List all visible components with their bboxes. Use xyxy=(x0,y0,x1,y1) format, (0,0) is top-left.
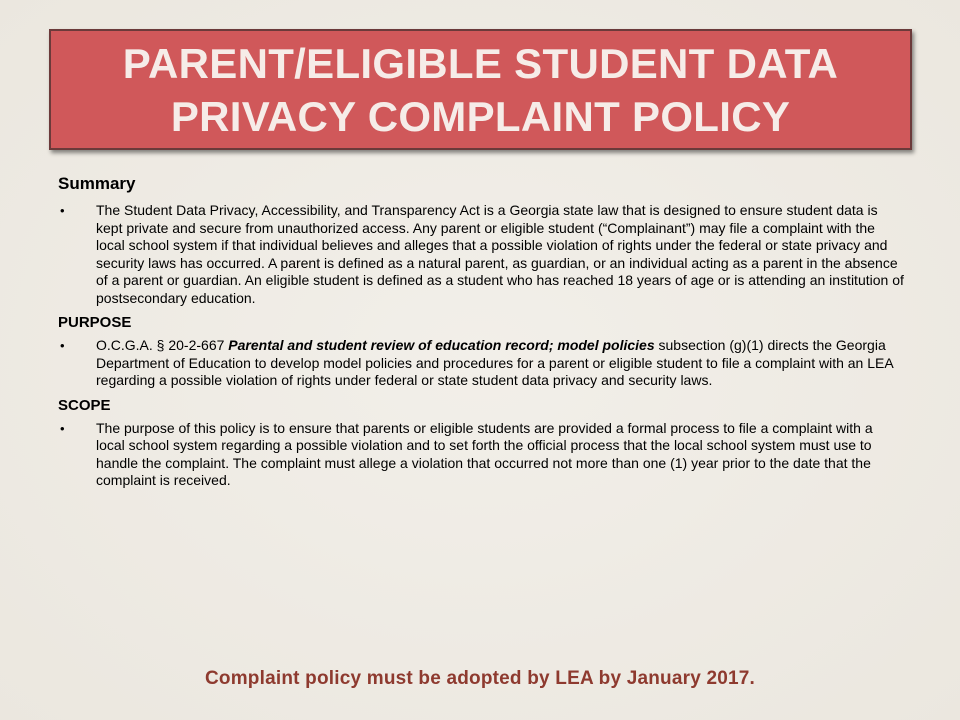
bullet-icon: • xyxy=(60,338,65,353)
summary-heading: Summary xyxy=(58,174,136,193)
purpose-text xyxy=(96,337,910,390)
title-banner xyxy=(49,29,912,150)
slide-content xyxy=(58,172,910,496)
purpose-text-citation: O.C.G.A. § 20-2-667 xyxy=(96,337,229,353)
bullet-icon: • xyxy=(60,420,65,436)
purpose-bullet-item xyxy=(58,337,910,390)
scope-text: The purpose of this policy is to ensure that parents or eligible students are provided a formal process to file a complaint with a local school system regarding a possible violation and to set forth the official process that the local school system must use to handle the complaint. The complaint must allege a violation that occurred not more than one (1) year prior to the date that the complaint is received. xyxy=(96,419,873,488)
bullet-icon: • xyxy=(60,203,65,218)
summary-text: The Student Data Privacy, Accessibility, and Transparency Act is a Georgia state law that is designed to ensure student data is kept private and secure from unauthorized access. Any parent or eligible student (“Complainant”) may file a complaint with the local school system if that individual believes and alleges that a possible violation of rights under the federal or state privacy and security laws has occurred. A parent is defined as a natural parent, as guardian, or an individual acting as a parent in the absence of a parent or guardian. An eligible student is defined as a student who has reached 18 years of age or is attending an institution of postsecondary education. xyxy=(96,202,904,306)
summary-bullet-item xyxy=(58,202,910,307)
purpose-text-statute-title: Parental and student review of education record; model policies xyxy=(228,337,655,353)
purpose-heading: PURPOSE xyxy=(58,314,132,331)
slide-title: PARENT/ELIGIBLE STUDENT DATA PRIVACY COMPLAINT POLICY xyxy=(122,39,839,140)
scope-heading: SCOPE xyxy=(58,396,111,414)
footer-note: Complaint policy must be adopted by LEA by January 2017. xyxy=(204,668,755,689)
purpose-text-rest: subsection (g)(1) directs the Georgia Department of Education to develop model policies and procedures for a parent or eligible student to file a complaint with an LEA regarding a possible violation of rights under federal or state student data privacy and security laws. xyxy=(96,337,893,388)
scope-bullet-item xyxy=(58,420,910,490)
